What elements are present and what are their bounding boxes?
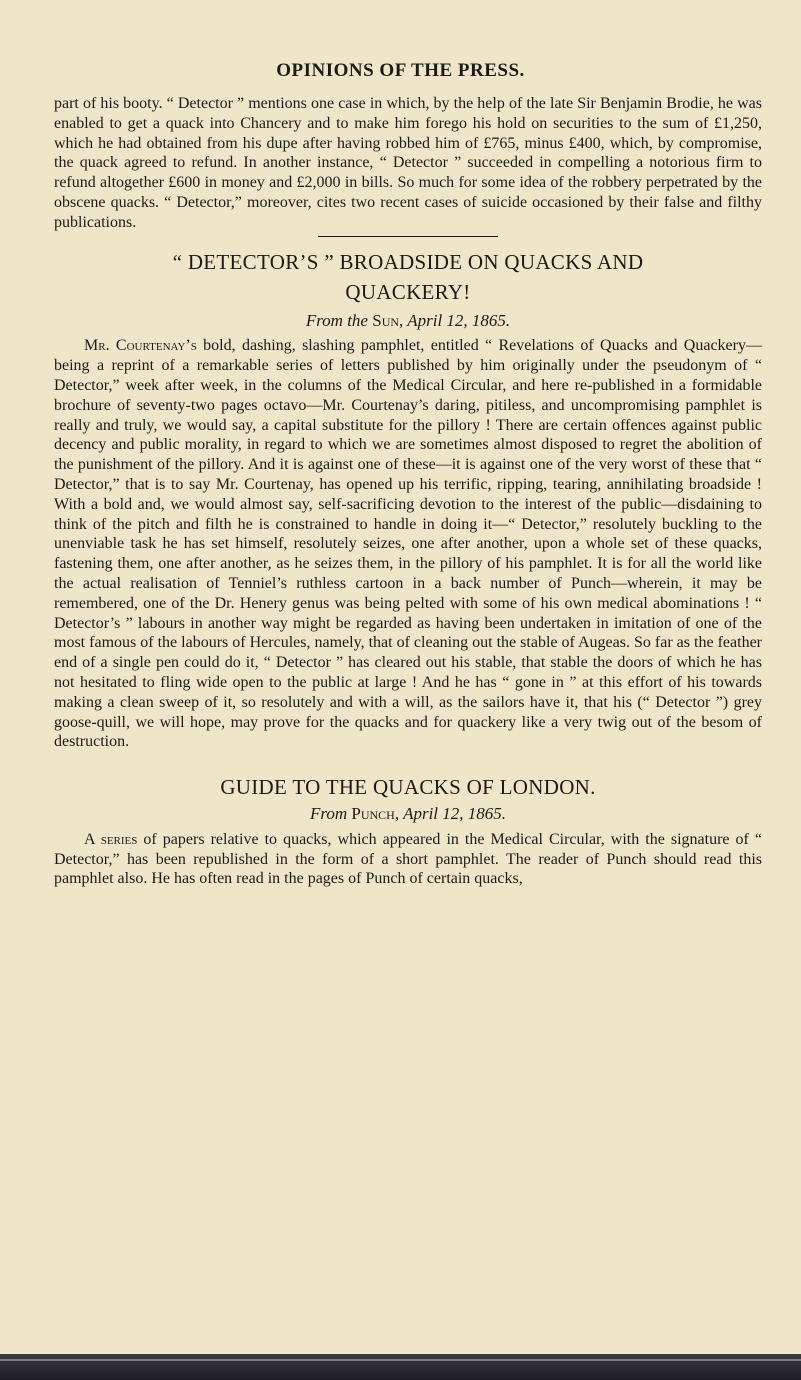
section1-body-text: bold, dashing, slashing pamphlet, entitled “ Revelations of Quacks and Quackery—being a reprint of a remarkable series of letters published by him originally under the pseudonym of “ Detector,” week after week, in the columns of the Medical Circular, and here re-published in a formidable brochure of seventy-two pages octavo—Mr. Courtenay’s daring, pitiless, and uncompromising pamphlet is really and truly, we would say, a capital substitute for the pillory ! There are certain offences against public decency and public morality, in regard to which we are sometimes almost disposed to regret the abolition of the punishment of the pillory. And it is against one of these—it is against one of the very worst of these that “ Detector,” that is to say Mr. Courtenay, has opened up his terrific, ripping, tearing, annihilating broadside ! With a bold and, we would almost say, self-sacrificing devotion to the interest of the public—disdaining to think of the pitch and filth he is constrained to handle in doing it—“ Detector,” resolutely buckling to the unenviable task he has set himself, resolutely seizes, one after another, upon a whole set of these quacks, fastening them, one after another, as he seizes them, in the pillory of his pamphlet. It is for all the world like the actual realisation of Tenniel’s ruthless cartoon in a back number of Punch—wherein, it may be remembered, one of the Dr. Henery genus was being pelted with some of his own medical abominations ! “ Detector’s ” labours in another way might be regarded as having been undertaken in imitation of one of the most famous of the labours of Hercules, namely, that of cleaning out the stable of Augeas. So far as the feather end of a single pen could do it, “ Detector ” has cleared out his stable, that stable the doors of which he has not hesitated to fling wide open to the public at large ! And he has “ gone in ” at this effort of his towards making a clean sweep of it, so resolutely and with a will, as the sailors have it, that his (“ Detector ”) grey goose-quill, we will hope, may prove for the quacks and for quackery like a very twig out of the besom of destruction. [54,337,762,751]
scan-edge-stripe [0,1359,801,1361]
section2-source [54,804,762,824]
page-content [54,94,762,889]
section2-body [54,830,762,889]
section1-source [54,311,762,331]
section1-heading [54,247,762,307]
section2-source-date: April 12, 1865. [403,803,507,823]
section2-source-name: Punch, [351,803,400,823]
section2-heading: GUIDE TO THE QUACKS OF LONDON. [220,775,596,800]
section1-first-word: Mr. Courtenay’s [84,337,197,355]
paragraph-opening: part of his booty. “ Detector ” mentions one case in which, by the help of the late Sir Benjamin Brodie, he was enabled to get a quack into Chancery and to make him forego his hold on securities to the sum of £1,250, which he had obtained from his dupe after having robbed him of £765, minus £400, which, by compromise, the quack agreed to refund. In another instance, “ Detector ” succeeded in compelling a notorious firm to refund altogether £600 in money and £2,000 in bills. So much for some idea of the robbery perpetrated by the obscene quacks. “ Detector,” moreover, cites two recent cases of suicide occasioned by their false and filthy publications. [54,95,762,231]
section1-source-date: April 12, 1865. [407,310,511,330]
section1-source-name: Sun, [372,310,404,330]
section1-heading-line1: “ DETECTOR’S ” BROADSIDE ON QUACKS AND [172,249,644,274]
section1-heading-line2: QUACKERY! [345,279,471,304]
running-header: OPINIONS OF THE PRESS. [276,60,525,81]
section2-source-prefix: From [309,803,348,823]
divider-rule [318,236,498,237]
scan-edge-band [0,1354,801,1380]
section1-source-prefix: From the [305,310,368,330]
section1-body [54,336,762,752]
section2-body-text: of papers relative to quacks, which appeared in the Medical Circular, with the signature of “ Detector,” has been republished in the form of a short pamphlet. The reader of Punch should read this pamphlet also. He has often read in the pages of Punch of certain quacks, [54,830,762,888]
section2-first-word: A series [84,830,138,848]
